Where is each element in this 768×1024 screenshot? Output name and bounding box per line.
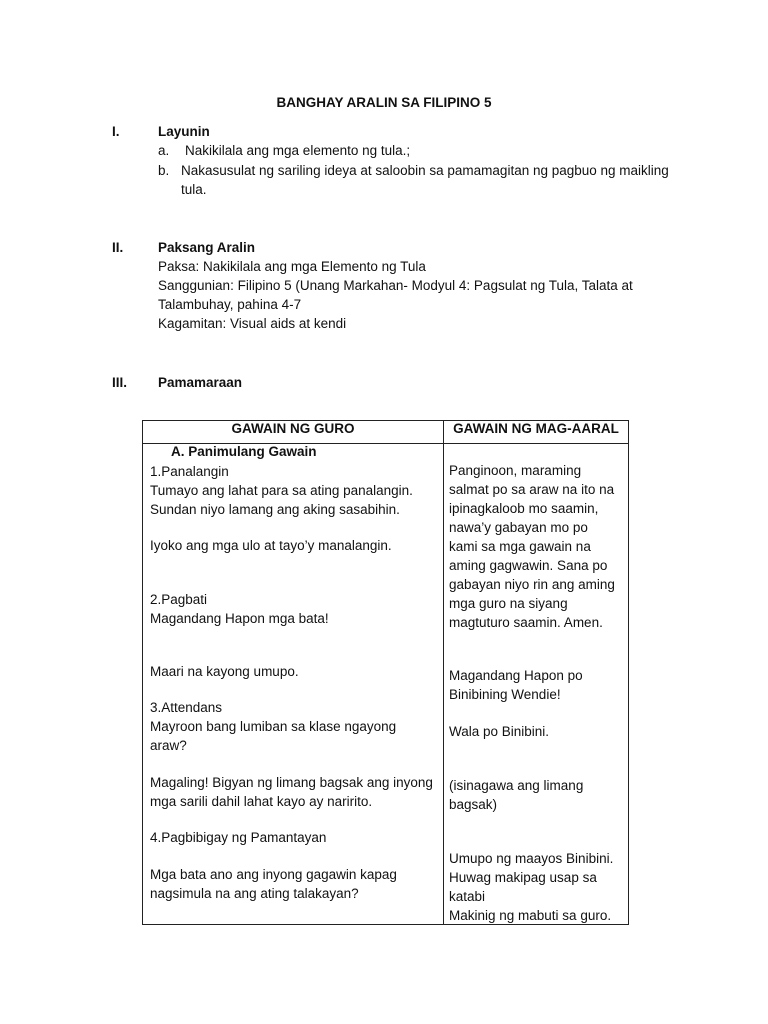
objective-a-text: Nakikilala ang mga elemento ng tula.; [185,143,411,158]
guro-line: Mayroon bang lumiban sa klase ngayong [150,719,397,734]
mag-aaral-line: nawa’y gabayan mo po [449,520,588,535]
objective-b-text-line1: Nakasusulat ng sariling ideya at saloobin sa pamamagitan ng pagbuo ng maikling [181,163,669,178]
table-row [143,444,629,925]
guro-line: Magaling! Bigyan ng limang bagsak ang inyong [150,775,433,790]
header-gawain-ng-mag-aaral: GAWAIN NG MAG-AARAL [444,421,629,444]
table-header-row [143,421,629,444]
mag-aaral-line: Magandang Hapon po [449,668,583,683]
guro-line: Mga bata ano ang inyong gagawin kapag [150,867,397,882]
mag-aaral-line: kami sa mga gawain na [449,539,591,554]
mag-aaral-line: magtuturo saamin. Amen. [449,615,603,630]
kagamitan-line: Kagamitan: Visual aids at kendi [158,316,347,331]
mag-aaral-cell [444,444,629,925]
guro-line: nagsimula na ang ating talakayan? [150,886,359,901]
guro-line: Maari na kayong umupo. [150,664,299,679]
mag-aaral-line: mga guro na siyang [449,596,568,611]
objective-b-text-line2: tula. [181,182,207,197]
mag-aaral-line: Umupo ng maayos Binibini. [449,851,614,866]
mag-aaral-line: Binibining Wendie! [449,687,561,702]
mag-aaral-line: (isinagawa ang limang [449,778,584,793]
objective-letter-b: b. [158,163,170,178]
mag-aaral-line: Makinig ng mabuti sa guro. [449,908,612,923]
header-gawain-ng-guro: GAWAIN NG GURO [143,421,444,444]
section-heading-paksang-aralin: Paksang Aralin [158,240,256,255]
guro-line: 3.Attendans [150,700,223,715]
guro-line: 1.Panalangin [150,464,229,479]
guro-line: Iyoko ang mga ulo at tayo’y manalangin. [150,538,392,553]
section-number-3: III. [112,375,128,390]
mag-aaral-line: gabayan niyo rin ang aming [449,577,615,592]
sanggunian-line: Sanggunian: Filipino 5 (Unang Markahan- Modyul 4: Pagsulat ng Tula, Talata at [158,278,633,293]
guro-line: Sundan niyo lamang ang aking sasabihin. [150,502,400,517]
mag-aaral-line: Wala po Binibini. [449,724,550,739]
panimulang-gawain-heading: A. Panimulang Gawain [171,444,317,459]
sanggunian-line-cont: Talambuhay, pahina 4-7 [158,297,302,312]
guro-line: Magandang Hapon mga bata! [150,611,329,626]
lesson-table [142,420,629,925]
paksa-line: Paksa: Nakikilala ang mga Elemento ng Tula [158,259,426,274]
guro-line: mga sarili dahil lahat kayo ay naririto. [150,794,373,809]
mag-aaral-line: katabi [449,889,486,904]
guro-line: 2.Pagbati [150,592,208,607]
mag-aaral-line: salmat po sa araw na ito na [449,482,615,497]
section-heading-layunin: Layunin [158,124,210,139]
mag-aaral-line: bagsak) [449,797,498,812]
document-title: BANGHAY ARALIN SA FILIPINO 5 [276,95,492,110]
section-number-1: I. [112,124,120,139]
guro-line: Tumayo ang lahat para sa ating panalangin. [150,483,413,498]
guro-line: araw? [150,738,187,753]
guro-line: 4.Pagbibigay ng Pamantayan [150,830,327,845]
mag-aaral-line: ipinagkaloob mo saamin, [449,501,599,516]
objective-letter-a: a. [158,143,170,158]
section-heading-pamamaraan: Pamamaraan [158,375,243,390]
mag-aaral-line: Panginoon, maraming [449,463,582,478]
guro-cell [143,444,444,925]
section-number-2: II. [112,240,124,255]
mag-aaral-line: aming gagwawin. Sana po [449,558,608,573]
mag-aaral-line: Huwag makipag usap sa [449,870,597,885]
